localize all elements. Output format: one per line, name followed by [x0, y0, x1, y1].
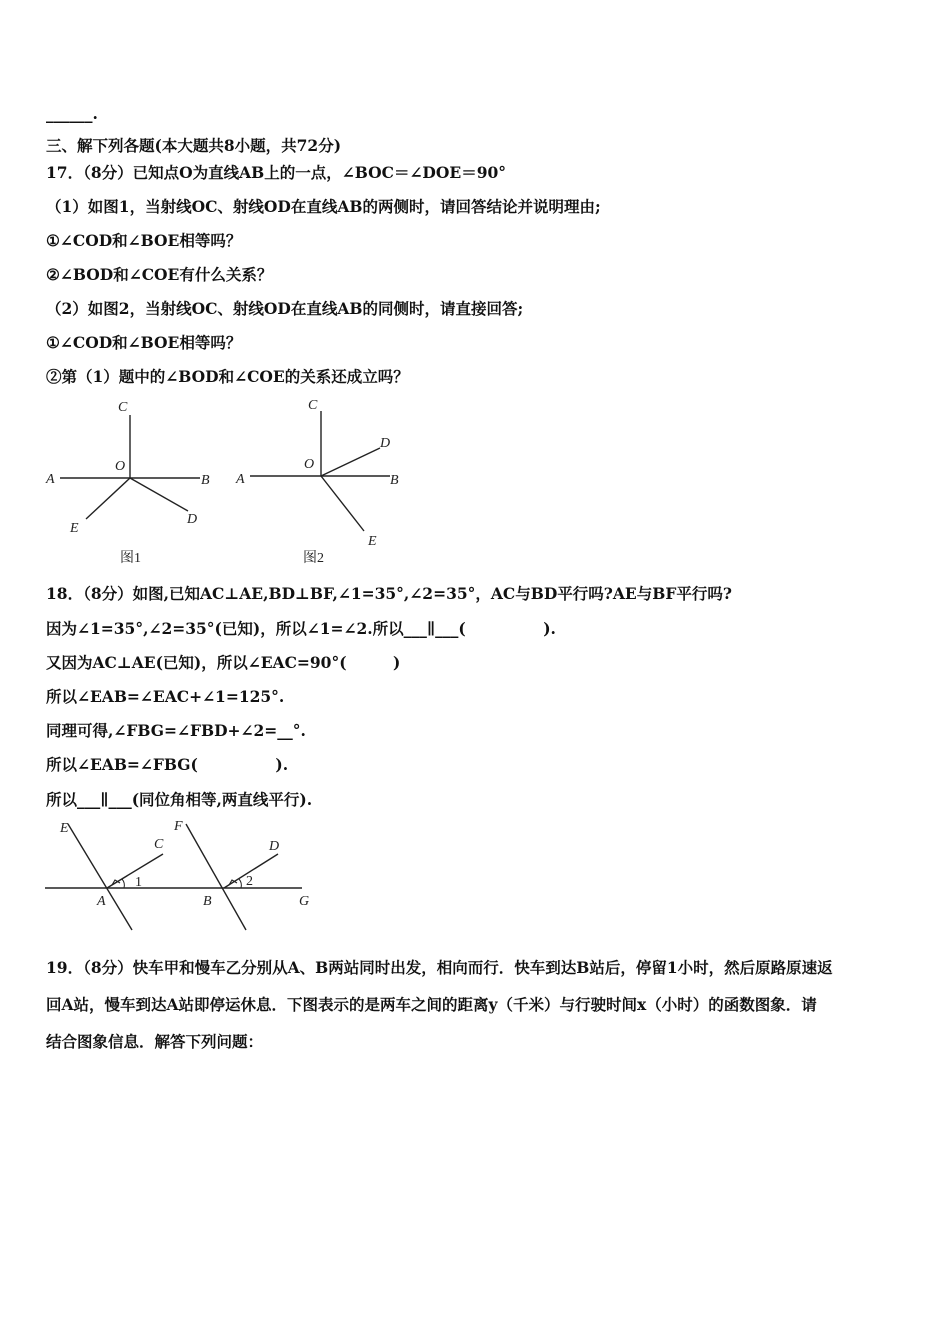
- ray-oe: [321, 476, 364, 531]
- q17-stem: 17．（8分）已知点O为直线AB上的一点，∠BOC＝∠DOE＝90°: [46, 163, 507, 182]
- label-a: A: [236, 472, 245, 487]
- angle-arc-2: [239, 879, 241, 888]
- label-e: E: [368, 534, 377, 549]
- label-o: O: [115, 459, 126, 474]
- figure-2-caption: 图2: [303, 551, 324, 566]
- label-angle-2: 2: [246, 874, 253, 889]
- q19-stem-line1: 19．（8分）快车甲和慢车乙分别从A、B两站同时出发，相向而行．快车到达B站后，停留1小时，然后原路原速返: [46, 958, 833, 977]
- figure-1: [40, 393, 220, 573]
- label-c: C: [154, 837, 164, 852]
- q17-part2-a: ①∠COD和∠BOE相等吗？: [46, 333, 242, 352]
- label-b: B: [201, 473, 210, 488]
- figure-1-caption: 图1: [120, 551, 141, 566]
- figure-q18: [40, 812, 330, 942]
- q17-part1-a: ①∠COD和∠BOE相等吗？: [46, 231, 242, 250]
- line-fb: [186, 824, 246, 930]
- ray-oe: [86, 478, 130, 519]
- line-ea: [68, 824, 132, 930]
- q19-stem-line2: 回A站，慢车到达A站即停运休息．下图表示的是两车之间的距离y（千米）与行驶时间x（小时）的函数图象．请: [46, 995, 817, 1014]
- q18-step5: 所以∠EAB=∠FBG( ).: [46, 755, 289, 774]
- label-f: F: [174, 819, 183, 834]
- q19-stem-line3: 结合图象信息．解答下列问题：: [46, 1032, 264, 1051]
- ray-od: [321, 448, 380, 476]
- q18-step6: 所以___∥___(同位角相等,两直线平行).: [46, 790, 313, 809]
- section-heading: 三、解下列各题(本大题共8小题，共72分): [46, 136, 342, 155]
- label-angle-1: 1: [135, 875, 142, 890]
- label-o: O: [304, 457, 315, 472]
- q18-step2: 又因为AC⊥AE(已知)，所以∠EAC=90°( ): [46, 653, 401, 672]
- label-a: A: [97, 894, 106, 909]
- angle-arc-1: [122, 879, 124, 888]
- q17-part1: （1）如图1，当射线OC、射线OD在直线AB的两侧时，请回答结论并说明理由;: [46, 197, 601, 216]
- label-b: B: [203, 894, 212, 909]
- q17-part2-b: ②第（1）题中的∠BOD和∠COE的关系还成立吗？: [46, 367, 409, 386]
- label-c: C: [308, 398, 318, 413]
- doc-line-blank: ______.: [46, 104, 98, 123]
- q18-step3: 所以∠EAB=∠EAC+∠1=125°.: [46, 687, 285, 706]
- label-g: G: [299, 894, 310, 909]
- label-b: B: [390, 473, 399, 488]
- label-d: D: [269, 839, 280, 854]
- label-e: E: [60, 821, 69, 836]
- label-e: E: [70, 521, 79, 536]
- q17-part1-b: ②∠BOD和∠COE有什么关系？: [46, 265, 273, 284]
- q17-part2: （2）如图2，当射线OC、射线OD在直线AB的同侧时，请直接回答;: [46, 299, 524, 318]
- label-d: D: [380, 436, 391, 451]
- q18-step1: 因为∠1=35°,∠2=35°(已知)，所以∠1=∠2.所以___∥___( ).: [46, 619, 556, 638]
- figure-2: [230, 393, 410, 573]
- q18-stem: 18．（8分）如图,已知AC⊥AE,BD⊥BF,∠1=35°,∠2=35°，AC与BD平行吗?AE与BF平行吗?: [46, 584, 732, 603]
- ray-od: [130, 478, 188, 511]
- label-c: C: [118, 400, 128, 415]
- label-d: D: [187, 512, 198, 527]
- label-a: A: [46, 472, 55, 487]
- q18-step4: 同理可得,∠FBG=∠FBD+∠2=__°.: [46, 721, 306, 740]
